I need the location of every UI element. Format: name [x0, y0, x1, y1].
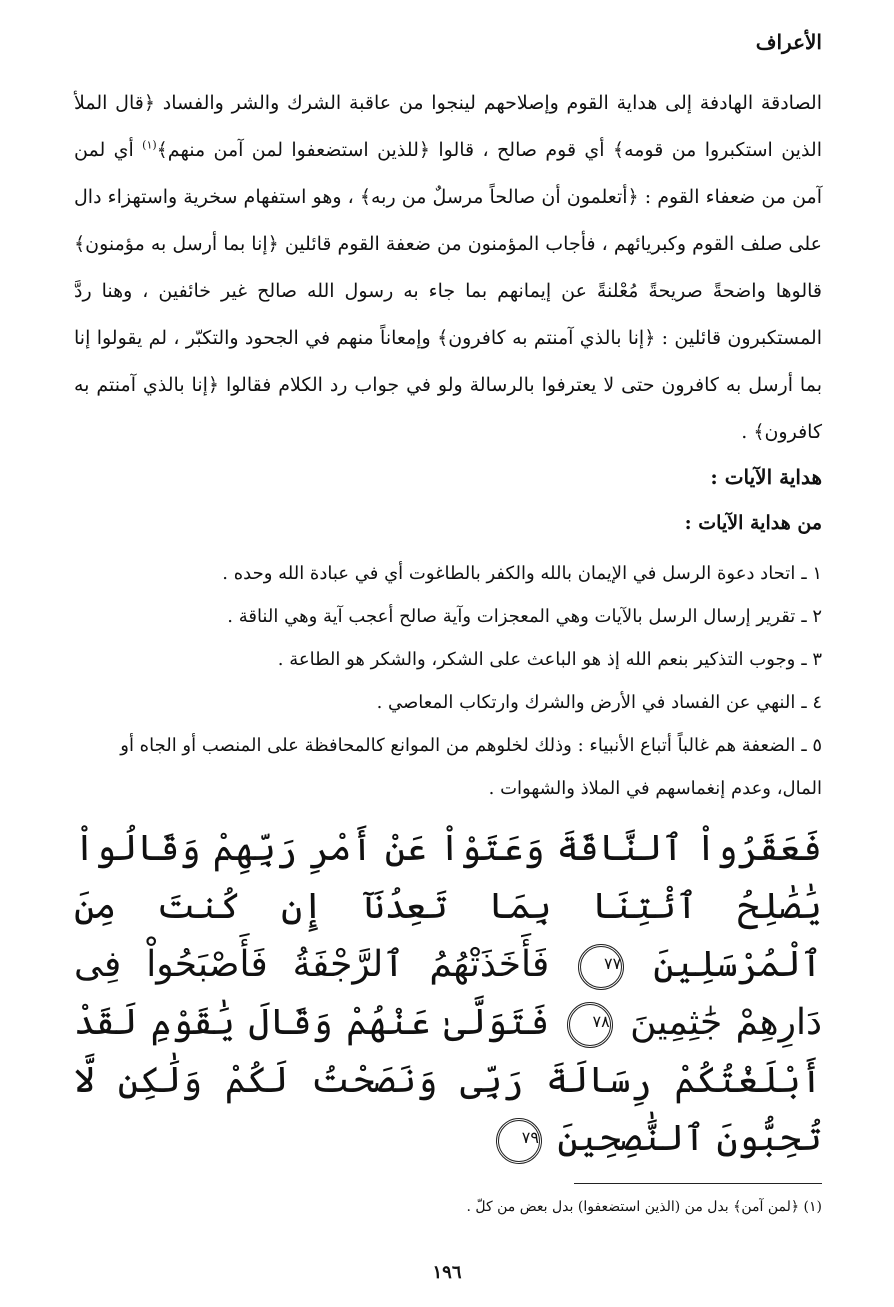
- commentary-paragraph: [74, 80, 822, 456]
- footnote: (١) ﴿لمن آمن﴾ بدل من (الذين استضعفوا) بدل بعض من كلّ .: [466, 1199, 822, 1215]
- commentary-part-2: أي لمن آمن من ضعفاء القوم : ﴿أتعلمون أن صالحاً مرسلٌ من ربه﴾ ، وهو استفهام سخرية واستهزاء دال على صلف القوم وكبريائهم ، فأجاب المؤمنون من ضعفة القوم قائلين ﴿إنا بما أرسل به مؤمنون﴾ قالوها واضحةً صريحةً مُعْلنةً عن إيمانهم بما جاء به رسول الله صالح غير خائفين ، وهنا ردَّ المستكبرون قائلين : ﴿إنا بالذي آمنتم به كافرون﴾ وإمعاناً منهم في الجحود والتكبّر ، لم يقولوا إنا بما أرسل به كافرون حتى لا يعترفوا بالرسالة ولو في جواب رد الكلام فقالوا ﴿إنا بالذي آمنتم به كافرون﴾ .: [74, 139, 822, 443]
- lesson-number: ٢ ـ: [801, 606, 822, 627]
- section-subtitle: من هداية الآيات :: [684, 512, 822, 534]
- commentary-part-1: الصادقة الهادفة إلى هداية القوم وإصلاحهم لينجوا من عاقبة الشرك والشر والفساد ﴿قال الملأ الذين استكبروا من قومه﴾ أي قوم صالح ، قالوا ﴿للذين استضعفوا لمن آمن منهم﴾: [74, 92, 822, 161]
- quran-verses: [74, 820, 822, 1168]
- lesson-text: وجوب التذكير بنعم الله إذ هو الباعث على الشكر، والشكر هو الطاعة .: [277, 649, 796, 670]
- lesson-text: النهي عن الفساد في الأرض والشرك وارتكاب المعاصي .: [376, 692, 796, 713]
- verse-block: [74, 820, 822, 1168]
- verse-79-text: فَتَوَلَّىٰ عَنْهُمْ وَقَالَ يَٰقَوْمِ لَقَدْ أَبْلَغْتُكُمْ رِسَالَةَ رَبِّى وَنَصَحْتُ لَكُمْ وَلَٰكِن لَّا تُحِبُّونَ ٱلنَّٰصِحِينَ: [74, 1002, 822, 1159]
- lessons-list: [74, 552, 822, 810]
- lesson-item: [74, 552, 822, 595]
- lesson-item: [74, 681, 822, 724]
- surah-header: الأعراف: [755, 30, 822, 54]
- lesson-number: ٥ ـ: [801, 735, 822, 756]
- lesson-number: ٤ ـ: [801, 692, 822, 713]
- lesson-number: ٣ ـ: [801, 649, 822, 670]
- commentary-text: [74, 80, 822, 456]
- section-title: هداية الآيات :: [710, 465, 822, 489]
- ayah-number-marker: ٧٩: [496, 1118, 542, 1164]
- lesson-item: [74, 724, 822, 810]
- footnote-divider: [574, 1183, 822, 1184]
- lesson-number: ١ ـ: [801, 563, 822, 584]
- footnote-marker: (١): [142, 138, 157, 152]
- lesson-item: [74, 595, 822, 638]
- lesson-text: الضعفة هم غالباً أتباع الأنبياء : وذلك لخلوهم من الموانع كالمحافظة على المنصب أو الجاه أو المال، وعدم إنغماسهم في الملاذ والشهوات .: [120, 735, 822, 799]
- lesson-text: اتحاد دعوة الرسل في الإيمان بالله والكفر بالطاغوت أي في عبادة الله وحده .: [222, 563, 796, 584]
- page-number: ١٩٦: [432, 1262, 462, 1283]
- ayah-number-marker: ٧٨: [567, 1002, 613, 1048]
- verse-78-text: فَأَخَذَتْهُمُ ٱلرَّجْفَةُ فَأَصْبَحُواْ فِى دَارِهِمْ جَٰثِمِينَ: [74, 944, 822, 1043]
- verse-77-text: فَعَقَرُواْ ٱلنَّاقَةَ وَعَتَوْاْ عَنْ أَمْرِ رَبِّهِمْ وَقَالُواْ يَٰصَٰلِحُ ٱئْتِنَا بِمَا تَعِدُنَآ إِن كُنتَ مِنَ ٱلْمُرْسَلِينَ: [74, 828, 822, 985]
- lesson-text: تقرير إرسال الرسل بالآيات وهي المعجزات وآية صالح أعجب آية وهي الناقة .: [227, 606, 796, 627]
- ayah-number-marker: ٧٧: [578, 944, 624, 990]
- lesson-item: [74, 638, 822, 681]
